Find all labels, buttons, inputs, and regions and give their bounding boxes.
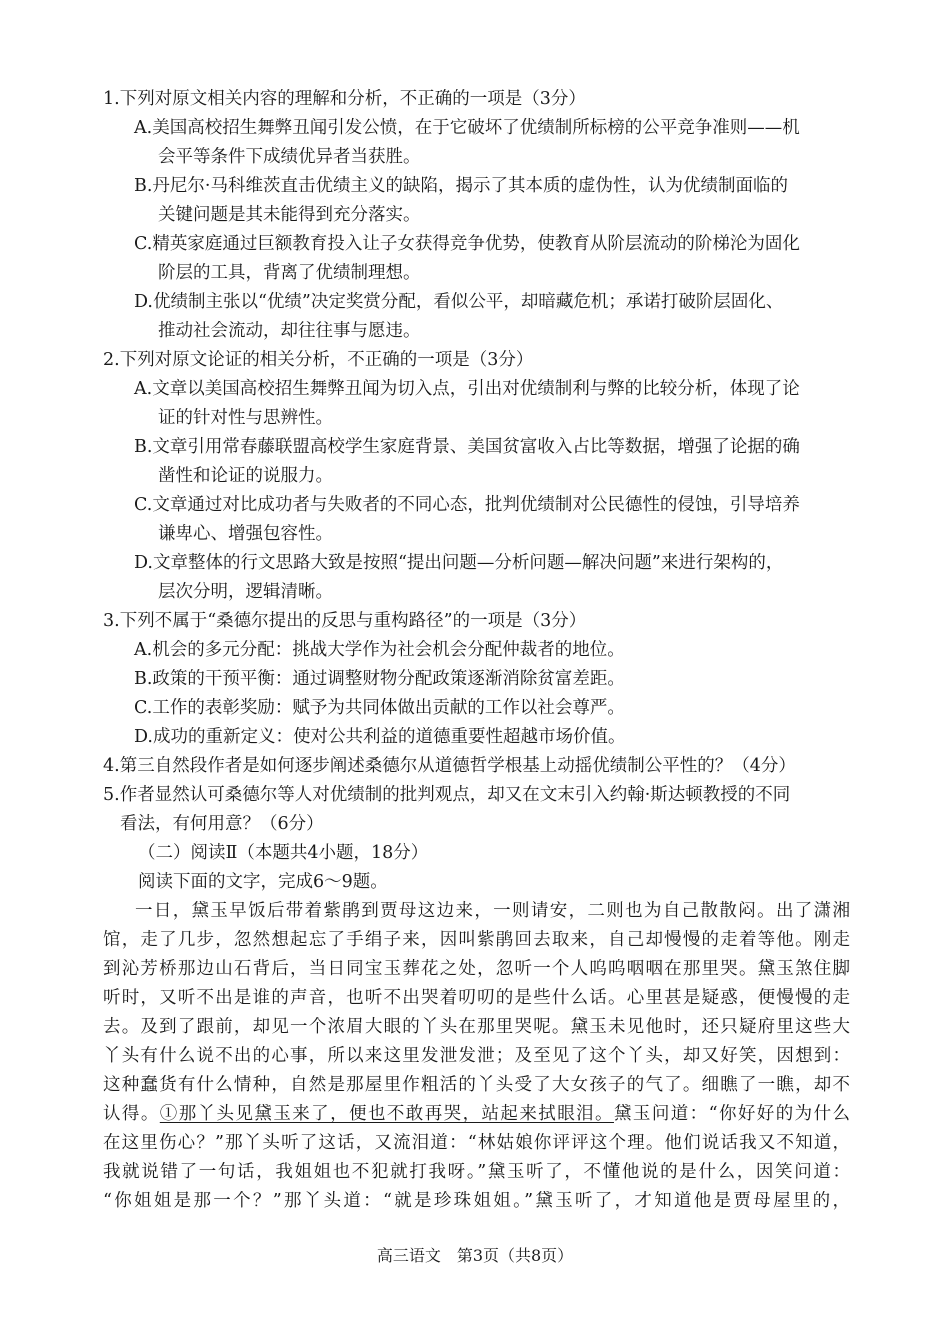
passage-line: 在这里伤心？”那丫头听了这话，又流泪道：“林姑娘你评评这个理。他们说话我又不知道， [103, 1133, 850, 1153]
passage-line: 一日，黛玉早饭后带着紫鹃到贾母这边来，一则请安，二则也为自己散散闷。出了潇湘 [135, 901, 850, 921]
q5-stem: 5.作者显然认可桑德尔等人对优绩制的批判观点，却又在文末引入约翰·斯达顿教授的不同 [103, 785, 791, 805]
passage-text: 认得。 [103, 1104, 160, 1124]
q1-option-b: B.丹尼尔·马科维茨直击优绩主义的缺陷，揭示了其本质的虚伪性，认为优绩制面临的 [134, 176, 788, 196]
q2-option-d-cont: 层次分明，逻辑清晰。 [158, 582, 333, 602]
q1-stem: 1.下列对原文相关内容的理解和分析，不正确的一项是（3分） [103, 89, 586, 109]
q1-option-a: A.美国高校招生舞弊丑闻引发公愤，在于它破坏了优绩制所标榜的公平竞争准则——机 [134, 118, 800, 138]
passage-line: 听时，又听不出是谁的声音，也听不出哭着叨叨的是些什么话。心里甚是疑惑，便慢慢的走 [103, 988, 850, 1008]
passage-line: 这种蠢货有什么情种，自然是那屋里作粗活的丫头受了大女孩子的气了。细瞧了一瞧，却不 [103, 1075, 850, 1095]
passage-line: 丫头有什么说不出的心事，所以来这里发泄发泄；及至见了这个丫头，却又好笑，因想到： [103, 1046, 850, 1066]
q1-option-c-cont: 阶层的工具，背离了优绩制理想。 [158, 263, 421, 283]
q1-option-b-cont: 关键问题是其未能得到充分落实。 [158, 205, 421, 225]
passage-line-with-underline [0, 1101, 850, 1127]
q2-option-c-cont: 谦卑心、增强包容性。 [158, 524, 333, 544]
q2-stem: 2.下列对原文论证的相关分析，不正确的一项是（3分） [103, 350, 534, 370]
q2-option-b: B.文章引用常春藤联盟高校学生家庭背景、美国贫富收入占比等数据，增强了论据的确 [134, 437, 800, 457]
section-heading: （二）阅读Ⅱ（本题共4小题，18分） [138, 843, 429, 863]
q2-option-c: C.文章通过对比成功者与失败者的不同心态，批判优绩制对公民德性的侵蚀，引导培养 [134, 495, 800, 515]
section-intro: 阅读下面的文字，完成6～9题。 [138, 872, 388, 892]
underlined-sentence-1: ①那丫头见黛玉来了，便也不敢再哭，站起来拭眼泪。 [159, 1104, 614, 1124]
q3-option-a: A.机会的多元分配：挑战大学作为社会机会分配仲裁者的地位。 [134, 640, 625, 660]
q3-option-b: B.政策的干预平衡：通过调整财物分配政策逐渐消除贫富差距。 [134, 669, 625, 689]
q2-option-a-cont: 证的针对性与思辨性。 [158, 408, 333, 428]
q1-option-c: C.精英家庭通过巨额教育投入让子女获得竞争优势，使教育从阶层流动的阶梯沦为固化 [134, 234, 800, 254]
passage-line: 我就说错了一句话，我姐姐也不犯就打我呀。”黛玉听了，不懂他说的是什么，因笑问道： [103, 1162, 850, 1182]
passage-line: 去。及到了跟前，却见一个浓眉大眼的丫头在那里哭呢。黛玉未见他时，还只疑府里这些大 [103, 1017, 850, 1037]
q2-option-b-cont: 凿性和论证的说服力。 [158, 466, 333, 486]
q3-option-d: D.成功的重新定义：使对公共利益的道德重要性超越市场价值。 [134, 727, 626, 747]
q3-stem: 3.下列不属于“桑德尔提出的反思与重构路径”的一项是（3分） [103, 611, 587, 631]
page-footer: 高三语文 第3页（共8页） [376, 1246, 574, 1265]
q2-option-a: A.文章以美国高校招生舞弊丑闻为切入点，引出对优绩制利与弊的比较分析，体现了论 [134, 379, 800, 399]
passage-line: 到沁芳桥那边山石背后，当日同宝玉葬花之处，忽听一个人呜呜咽咽在那里哭。黛玉煞住脚 [103, 959, 850, 979]
q2-option-d: D.文章整体的行文思路大致是按照“提出问题—分析问题—解决问题”来进行架构的， [134, 553, 784, 573]
q3-option-c: C.工作的表彰奖励：赋予为共同体做出贡献的工作以社会尊严。 [134, 698, 625, 718]
passage-text: 黛玉问道：“你好好的为什么 [613, 1104, 851, 1124]
q1-option-d: D.优绩制主张以“优绩”决定奖赏分配，看似公平，却暗藏危机；承诺打破阶层固化、 [134, 292, 784, 312]
q4-stem: 4.第三自然段作者是如何逐步阐述桑德尔从道德哲学根基上动摇优绩制公平性的？（4分） [103, 756, 796, 776]
q1-option-d-cont: 推动社会流动，却往往事与愿违。 [158, 321, 421, 341]
passage-line: “你姐姐是那一个？”那丫头道：“就是珍珠姐姐。”黛玉听了，才知道他是贾母屋里的， [103, 1191, 850, 1211]
q1-option-a-cont: 会平等条件下成绩优异者当获胜。 [158, 147, 421, 167]
q5-stem-cont: 看法，有何用意？（6分） [120, 814, 324, 834]
passage-line: 馆，走了几步，忽然想起忘了手绢子来，因叫紫鹃回去取来，自己却慢慢的走着等他。刚走 [103, 930, 850, 950]
